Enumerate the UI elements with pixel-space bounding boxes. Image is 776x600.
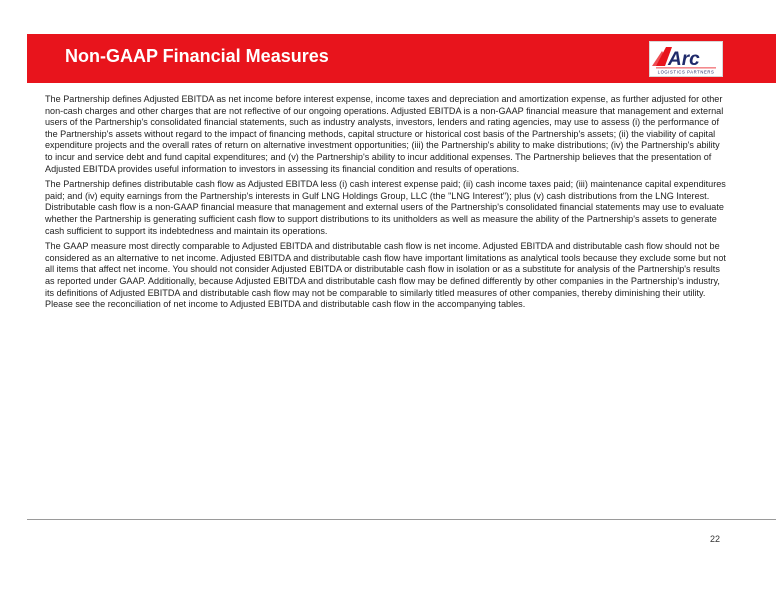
logo-wordmark: Arc [668,49,700,70]
body-text [45,94,727,315]
paragraph-gaap-comparison: The GAAP measure most directly comparable to Adjusted EBITDA and distributable cash flow is net income. Adjusted EBITDA and distributable cash flow should not be considered as an alternative to net income. Adjusted EBITDA and distributable cash flow have important limitations as analytical tools because they exclude some but not all items that affect net income. You should not consider Adjusted EBITDA or distributable cash flow in isolation or as a substitute for analysis of the Partnership's results as reported under GAAP. Additionally, because Adjusted EBITDA and distributable cash flow may be defined differently by other companies in the Partnership's industry, its definitions of Adjusted EBITDA and distributable cash flow may not be comparable to similarly titled measures of other companies, thereby diminishing their utility. Please see the reconciliation of net income to Adjusted EBITDA and distributable cash flow in the accompanying tables. [45,241,726,310]
page-title: Non-GAAP Financial Measures [65,46,329,66]
page-number: 22 [709,534,720,544]
header-bar [27,34,776,83]
footer-divider [27,519,776,520]
arc-logo [649,41,723,77]
paragraph-adjusted-ebitda: The Partnership defines Adjusted EBITDA as net income before interest expense, income taxes and depreciation and amortization expense, as further adjusted for other non-cash charges and other charges that are not reflective of our ongoing operations. Adjusted EBITDA is a non-GAAP financial measure that management and external users of the Partnership's consolidated financial statements, such as industry analysts, investors, lenders and rating agencies, may use to assess (i) the performance of the Partnership's assets without regard to the impact of financing methods, capital structure or historical cost basis of the Partnership's assets; (ii) the viability of capital expenditure projects and the overall rates of return on alternative investment opportunities; (iii) the Partnership's ability to make distributions; (iv) the Partnership's ability to incur and service debt and fund capital expenditures; and (v) the Partnership's ability to incur additional expenses. The Partnership believes that the presentation of Adjusted EBITDA provides useful information to investors in assessing its financial condition and results of operations. [45,94,724,174]
arc-logo-graphic [650,42,722,76]
logo-tagline: LOGISTICS PARTNERS [657,69,715,75]
paragraph-distributable-cash-flow: The Partnership defines distributable cash flow as Adjusted EBITDA less (i) cash interest expense paid; (ii) cash income taxes paid; (iii) maintenance capital expenditures paid; and (iv) equity earnings from the Partnership's interests in Gulf LNG Holdings Group, LLC (the "LNG Interest"); plus (v) cash distributions from the LNG Interest. Distributable cash flow is a non-GAAP financial measure that management and external users of the Partnership's consolidated financial statements may use to evaluate whether the Partnership is generating sufficient cash flow to support distributions to its unitholders as well as measure the ability of the Partnership's assets to generate cash sufficient to support its indebtedness and maintain its operations. [45,179,726,236]
